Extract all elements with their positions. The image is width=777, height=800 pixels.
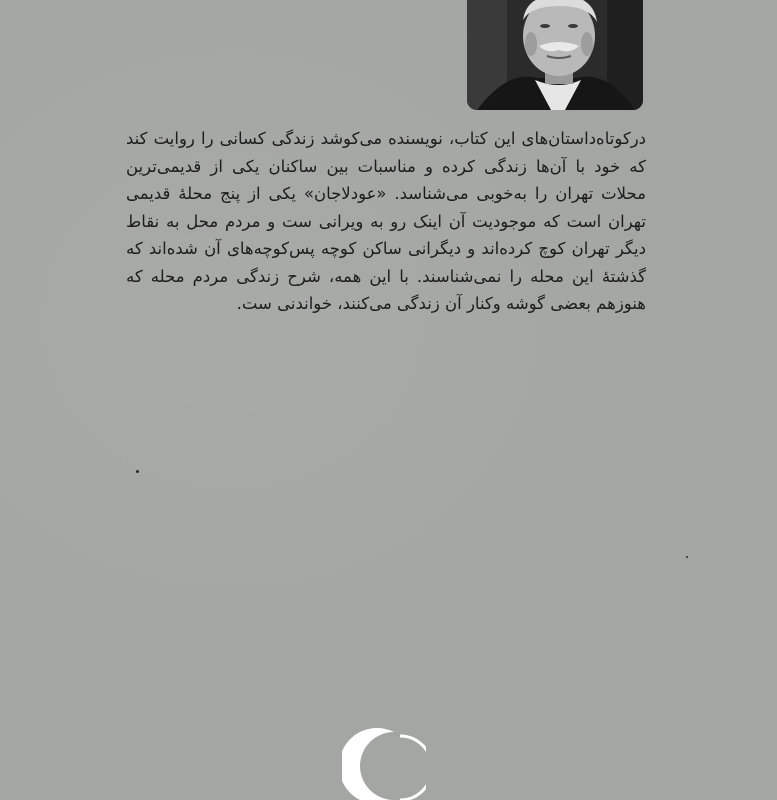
blurb-line: روایت کند که خود با آن‌ها زندگی کرده و مناسبات بین ساکنان یکی <box>126 129 646 176</box>
print-speck <box>686 556 688 558</box>
blurb-line: درکوتاه‌داستان‌های این کتاب، نویسنده می‌کوشد زندگی کسانی را <box>201 129 647 148</box>
blurb-line: می‌کنند، خواندنی ست. <box>236 294 392 313</box>
print-speck <box>136 470 139 473</box>
blurb-line: از پنج محلهٔ قدیمی تهران است که موجودیت آن اینک رو به ویرانی ست <box>126 184 646 231</box>
blurb-text <box>126 125 646 318</box>
author-portrait-icon <box>467 0 643 110</box>
publisher-logo <box>342 728 426 800</box>
author-photo <box>467 0 643 110</box>
blurb-line: پس‌کوچه‌های آن شده‌اند که گذشتهٔ این محله را نمی‌شناسند. با این <box>126 239 646 286</box>
blurb-line: و مردم محل به نقاط دیگر تهران کوچ کرده‌اند و دیگرانی ساکن کوچه <box>126 211 646 258</box>
blurb-line: همه، شرح زندگی مردم محله که هنوزهم بعضی گوشه وکنار آن زندگی <box>126 266 646 313</box>
crescent-logo-icon <box>342 728 426 800</box>
blurb-line: از قدیمی‌ترین محلات تهران را به‌خوبی می‌شناسد. «عودلاجان» یکی <box>126 156 646 203</box>
